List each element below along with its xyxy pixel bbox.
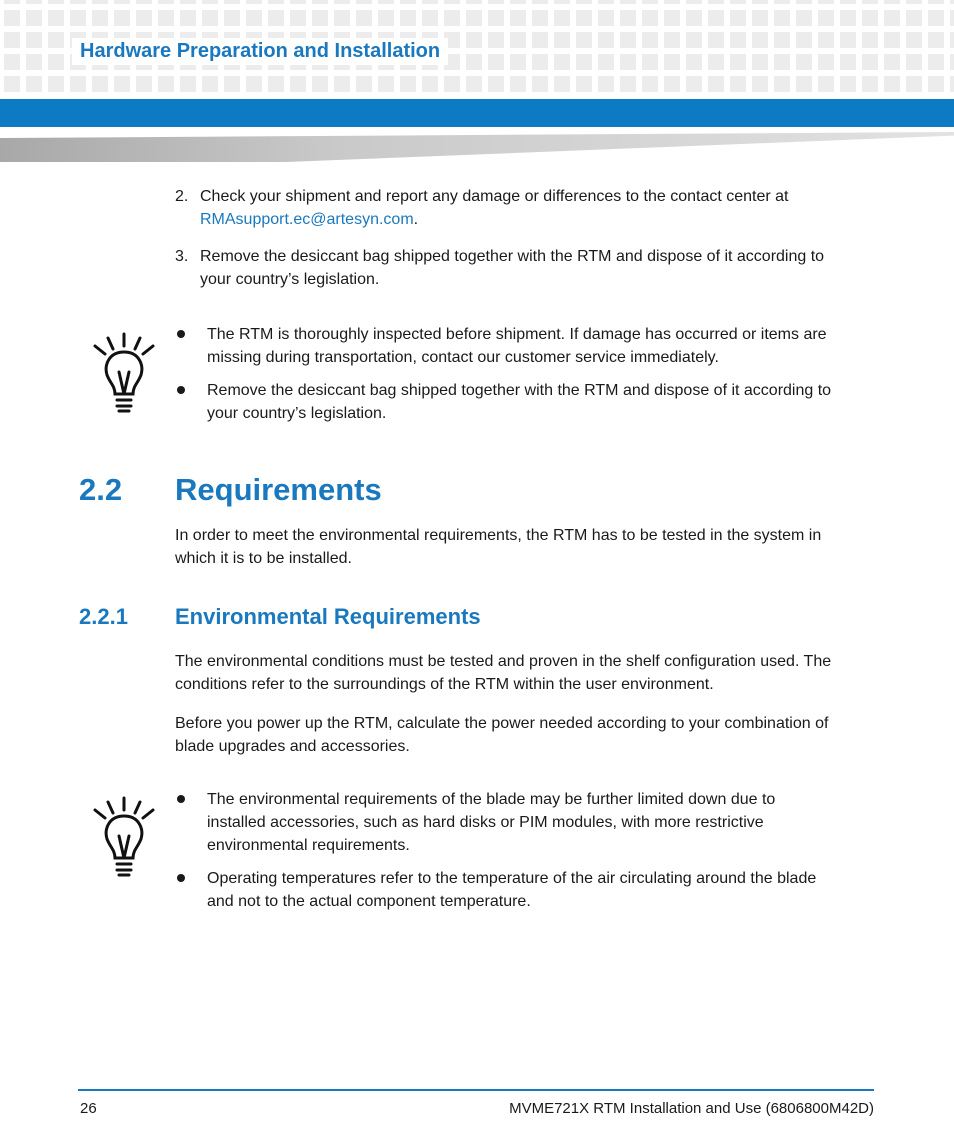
paragraph-line: Before you power up the RTM, calculate the power needed according to your combination of <box>175 715 829 732</box>
note-text-line: Operating temperatures refer to the temperature of the air circulating around the blade <box>207 870 817 887</box>
rma-email-link[interactable]: RMAsupport.ec@artesyn.com <box>200 211 414 228</box>
note-bullet-text <box>207 379 877 425</box>
note-text-line: your country’s legislation. <box>207 405 387 422</box>
note-text-line: and not to the actual component temperature. <box>207 893 531 910</box>
note-bullet-text <box>207 867 877 913</box>
note-text-line: The RTM is thoroughly inspected before shipment. If damage has occurred or items are <box>207 326 827 343</box>
section-paragraph <box>175 524 875 570</box>
note-text-line: Remove the desiccant bag shipped together with the RTM and dispose of it according to <box>207 382 832 399</box>
footer-rule <box>78 1089 874 1091</box>
step-text-line: your country’s legislation. <box>200 271 380 288</box>
note-text-line: environmental requirements. <box>207 837 410 854</box>
paragraph-line: In order to meet the environmental requirements, the RTM has to be tested in the system in <box>175 527 822 544</box>
note-bullet-text <box>207 323 877 369</box>
bullet-dot <box>177 874 185 882</box>
subsection-paragraph <box>175 712 885 758</box>
paragraph-line: conditions refer to the surroundings of the RTM within the user environment. <box>175 676 714 693</box>
header-blue-bar <box>0 99 954 127</box>
page-number: 26 <box>80 1100 97 1117</box>
bullet-dot <box>177 330 185 338</box>
section-number: 2.2 <box>79 472 123 507</box>
subsection-title: Environmental Requirements <box>175 604 481 629</box>
paragraph-line: blade upgrades and accessories. <box>175 738 410 755</box>
step-number: 3. <box>175 248 189 265</box>
step-text-suffix: . <box>413 211 419 228</box>
note-text-line: The environmental requirements of the blade may be further limited down due to <box>207 791 776 808</box>
section-title: Requirements <box>175 472 382 507</box>
paragraph-line: The environmental conditions must be tested and proven in the shelf configuration used. The <box>175 653 832 670</box>
paragraph-line: which it is to be installed. <box>175 550 352 567</box>
step-text <box>200 185 880 231</box>
step-number: 2. <box>175 188 189 205</box>
note-text-line: missing during transportation, contact our customer service immediately. <box>207 349 719 366</box>
bullet-dot <box>177 795 185 803</box>
lightbulb-icon <box>92 796 156 878</box>
note-text-line: installed accessories, such as hard disks or PIM modules, with more restrictive <box>207 814 764 831</box>
note-bullet-text <box>207 788 877 857</box>
step-text-main: Check your shipment and report any damage or differences to the contact center at <box>200 188 789 205</box>
subsection-paragraph <box>175 650 885 696</box>
header-grey-wedge <box>0 132 954 162</box>
bullet-dot <box>177 386 185 394</box>
lightbulb-icon <box>92 332 156 414</box>
subsection-number: 2.2.1 <box>79 604 128 629</box>
step-text <box>200 245 880 291</box>
step-text-line: Remove the desiccant bag shipped together with the RTM and dispose of it according to <box>200 248 825 265</box>
footer-doc-title: MVME721X RTM Installation and Use (6806800M42D) <box>509 1100 874 1117</box>
running-header-title: Hardware Preparation and Installation <box>72 38 448 65</box>
